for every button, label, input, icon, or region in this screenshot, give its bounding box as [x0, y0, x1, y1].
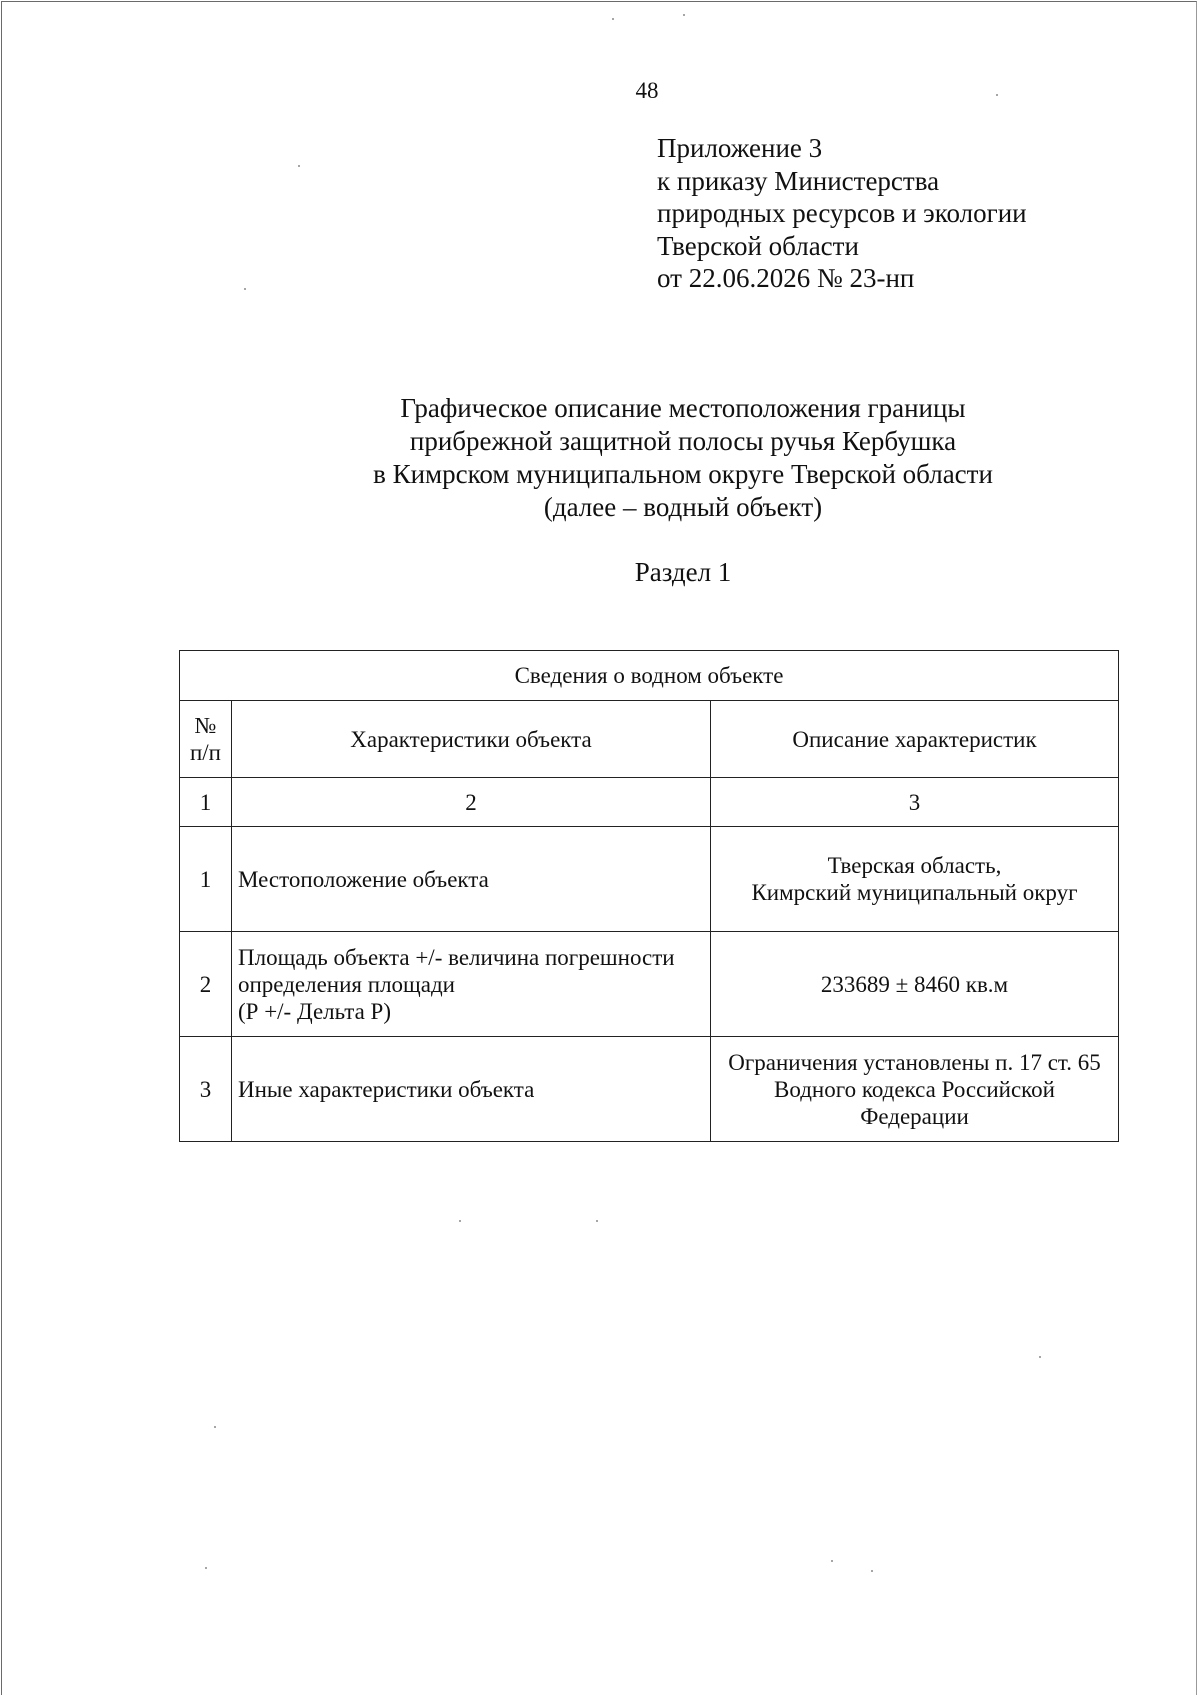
scan-speck	[214, 1426, 216, 1428]
title-line: прибрежной защитной полосы ручья Кербушка	[409, 426, 957, 456]
description-line: Федерации	[860, 1103, 969, 1129]
index-cell: 1	[180, 778, 232, 827]
annex-line: природных ресурсов и экологии	[657, 198, 1027, 228]
scan-speck	[831, 1560, 833, 1562]
characteristic-line: Площадь объекта +/- величина погрешности	[238, 944, 675, 970]
water-object-info-table	[179, 650, 1119, 1142]
row-number: 3	[180, 1037, 232, 1142]
index-cell: 2	[232, 778, 711, 827]
table-row	[180, 932, 1119, 1037]
title-line: Графическое описание местоположения границы	[400, 393, 966, 423]
description-line: Водного кодекса Российской	[774, 1076, 1055, 1102]
scan-speck	[244, 288, 246, 290]
document-title	[283, 392, 1083, 524]
characteristic-line: определения площади	[238, 971, 455, 997]
annex-block	[657, 132, 1137, 295]
description-line: Тверская область,	[827, 853, 1002, 878]
table-header-row	[180, 701, 1119, 778]
table-row	[180, 827, 1119, 932]
description-line: 233689 ± 8460 кв.м	[820, 971, 1009, 997]
header-description: Описание характеристик	[711, 701, 1119, 778]
scan-speck	[205, 1567, 207, 1569]
index-cell: 3	[711, 778, 1119, 827]
scan-speck	[612, 18, 614, 20]
annex-line: Приложение 3	[657, 133, 823, 163]
row-number: 2	[180, 932, 232, 1037]
annex-line: Тверской области	[657, 230, 859, 261]
header-characteristics: Характеристики объекта	[232, 701, 711, 778]
table-row	[180, 1037, 1119, 1142]
row-description	[711, 1037, 1119, 1142]
header-number-line: №	[194, 713, 217, 738]
row-characteristic: Местоположение объекта	[232, 827, 711, 932]
page-number: 48	[635, 78, 659, 103]
title-line: (далее – водный объект)	[543, 492, 823, 522]
annex-line: к приказу Министерства	[657, 165, 940, 196]
row-characteristic: Иные характеристики объекта	[232, 1037, 711, 1142]
row-description	[711, 932, 1119, 1037]
description-line: Кимрский муниципальный округ	[751, 880, 1078, 905]
row-number: 1	[180, 827, 232, 932]
scan-speck	[596, 1220, 598, 1222]
scan-speck	[996, 94, 998, 96]
annex-line: от 22.06.2026 № 23-нп	[657, 263, 915, 293]
description-line: Ограничения установлены п. 17 ст. 65	[728, 1049, 1101, 1075]
section-heading: Раздел 1	[634, 557, 732, 587]
scan-speck	[871, 1570, 873, 1572]
table-index-row	[180, 778, 1119, 827]
scan-speck	[459, 1220, 461, 1222]
scan-speck	[683, 14, 685, 16]
row-description	[711, 827, 1119, 932]
characteristic-line: (Р +/- Дельта Р)	[238, 998, 391, 1024]
table-caption-row	[180, 651, 1119, 701]
row-characteristic	[232, 932, 711, 1037]
scan-speck	[298, 165, 300, 167]
table-caption: Сведения о водном объекте	[180, 651, 1119, 701]
scan-speck	[1039, 1356, 1041, 1358]
header-number	[180, 701, 232, 778]
header-number-line: п/п	[189, 740, 221, 765]
title-line: в Кимрском муниципальном округе Тверской области	[373, 459, 993, 489]
